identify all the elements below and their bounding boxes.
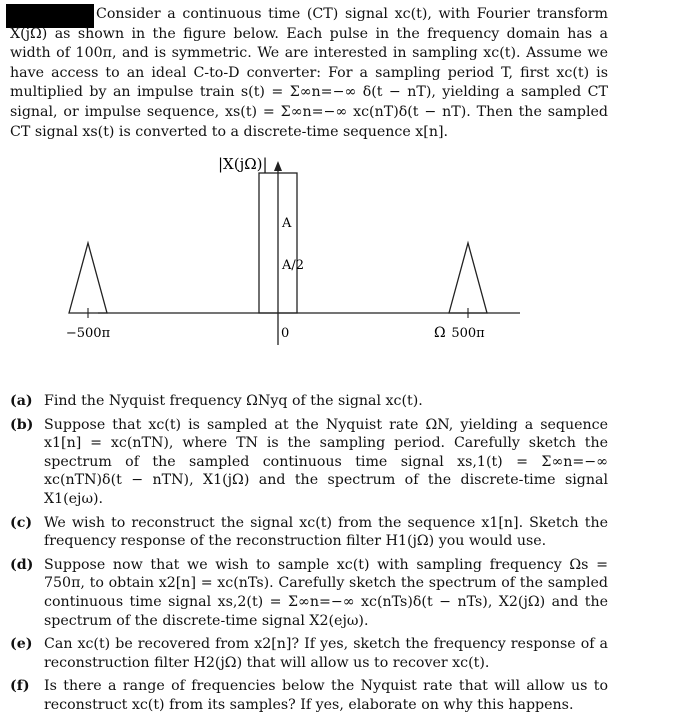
question-label: (e) xyxy=(10,636,33,653)
question-label: (b) xyxy=(10,416,34,433)
question-list xyxy=(10,392,608,720)
question-label: (a) xyxy=(10,393,33,409)
y-axis-label: |X(jΩ)| xyxy=(218,155,268,173)
question-f xyxy=(10,677,608,714)
question-text: We wish to reconstruct the signal xc(t) from the sequence x1[n]. Sketch the frequency response of the reconstruction filter H1(jΩ) you would use. xyxy=(44,514,608,550)
x-axis-label: Ω xyxy=(434,325,446,341)
tick-label: 0 xyxy=(281,326,290,341)
question-text: Can xc(t) be recovered from x2[n]? If yes, sketch the frequency response of a reconstruction filter H2(jΩ) that will allow us to recover xc(t). xyxy=(44,636,608,671)
triangle-pulse xyxy=(449,243,487,313)
tick-label: 500π xyxy=(451,326,485,341)
question-b xyxy=(10,416,608,509)
question-c xyxy=(10,514,608,551)
question-label: (f) xyxy=(10,678,30,695)
question-label: (c) xyxy=(10,514,33,531)
question-text: Suppose that xc(t) is sampled at the Nyquist rate ΩN, yielding a sequence x1[n] = xc(nTN), where TN is the sampling period. Carefully sketch the spectrum of the sampled continuous time signal xs,1(t) = Σ∞n=−∞ xc(nTN)δ(t − nTN), X1(jΩ) and the spectrum of the discrete-time signal X1(ejω). xyxy=(44,416,608,507)
question-d xyxy=(10,556,608,630)
question-a xyxy=(10,392,608,411)
rect-height-label: A xyxy=(282,216,292,231)
question-text: Find the Nyquist frequency ΩNyq of the signal xc(t). xyxy=(44,393,423,409)
question-text: Is there a range of frequencies below the Nyquist rate that will allow us to reconstruct xc(t) from its samples? If yes, elaborate on why this happens. xyxy=(44,678,608,713)
half-height-label: A/2 xyxy=(282,258,305,273)
magnitude-axis-arrow xyxy=(274,161,282,171)
intro-text: Consider a continuous time (CT) signal xc(t), with Fourier transform X(jΩ) as shown in the figure below. Each pulse in the frequency domain has a width of 100π, and is symmetric. We are interested in sampling xc(t). Assume we have access to an ideal C-to-D converter: For a sampling period T, first xc(t) is multiplied by an impulse train s(t) = Σ∞n=−∞ δ(t − nT), yielding a sampled CT signal, or impulse sequence, xs(t) = Σ∞n=−∞ xc(nT)δ(t − nT). Then the sampled CT signal xs(t) is converted to a discrete-time sequence x[n]. xyxy=(10,6,608,140)
spectrum-figure xyxy=(65,145,650,355)
tick-label: −500π xyxy=(65,326,111,341)
question-label: (d) xyxy=(10,556,34,573)
spectrum-plot xyxy=(65,145,650,355)
question-text: Suppose now that we wish to sample xc(t) with sampling frequency Ωs = 750π, to obtain x2[n] = xc(nTs). Carefully sketch the spectrum of the sampled continuous time signal xs,2(t) = Σ∞n=−∞ xc(nTs)δ(t − nTs), X2(jΩ) and the spectrum of the discrete-time signal X2(ejω). xyxy=(44,556,608,629)
intro-paragraph xyxy=(10,5,608,142)
triangle-pulse xyxy=(69,243,107,313)
question-e xyxy=(10,635,608,672)
